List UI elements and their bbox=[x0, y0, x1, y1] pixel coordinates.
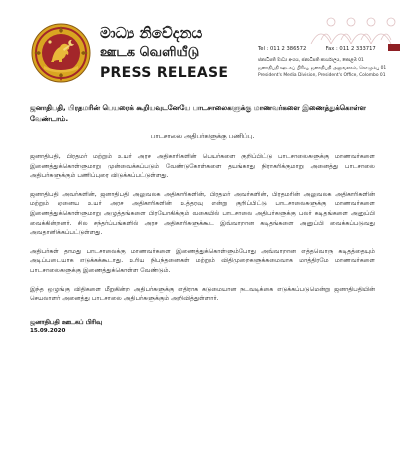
address-tamil: ஜனாதிபதி ஊடகப் பிரிவு, ஜனாதிபதி அலுவலகம், கொழும்பு 01 bbox=[258, 66, 387, 71]
address-sinhala: ජනාධිපති මාධ්‍ය අංශය, ජනාධිපති කාර්යාලය, කොළඹ 01 bbox=[258, 58, 364, 63]
contact-phone-fax bbox=[258, 46, 376, 52]
signoff-division: ஜனாதிபதி ஊடகப் பிரிவு bbox=[30, 318, 102, 326]
accent-bar bbox=[388, 44, 400, 51]
release-heading: ஜனாதிபதி, பிரதமரின் பெயரைக் கூறியவுடனேயே பாடசாலைகளுக்கு மாணவர்களை இணைத்துக்கொள்ள வேண்டாம். bbox=[30, 104, 366, 123]
contact-block bbox=[258, 44, 400, 84]
paragraph-1: ஜனாதிபதி, பிரதமர் மற்றும் உயர் அரச அதிகாரிகளின் பெயர்களை குறிப்பிட்டு பாடசாலைகளுக்கு மாணவர்களை இணைத்துக்கொள்ளுமாறு முன்வைக்கப்படும் வேண்டுகோள்களை தயங்காது நிராகரிக்குமாறு அனைத்து பாடசாலை அதிபர்களுக்கும் பணிப்புரை விடுக்கப்பட்டுள்ளது. bbox=[30, 153, 375, 180]
tel-number: Tel : 011 2 386572 bbox=[258, 46, 307, 52]
state-emblem-logo bbox=[30, 22, 92, 86]
title-tamil: ஊடக வெளியீடு bbox=[100, 45, 200, 60]
release-subheading: பாடசாலை அதிபர்களுக்கு பணிப்பு. bbox=[150, 132, 255, 140]
fax-number: Fax : 011 2 333717 bbox=[325, 46, 376, 52]
decorative-pattern bbox=[306, 10, 400, 48]
release-body bbox=[30, 103, 375, 335]
paragraph-2: ஜனாதிபதி அவர்களின், ஜனாதிபதி அலுவலக அதிகாரிகளின், பிரதமர் அவர்களின், பிரதமரின் அலுவலக அதிகாரிகளின் மற்றும் ஏனைய உயர் அரச அதிகாரிகளின் உத்தரவு என்று குறிப்பிட்டு பாடசாலைகளுக்கு மாணவர்களை இணைத்துக்கொள்ளுமாறு அழுத்தங்களை பிரயோகிக்கும் வகையில் பாடசாலை அதிபர்களுக்கு பலர் கடிதங்களை அனுப்பி வைக்கின்றனர். சில சந்தர்ப்பங்களில் அரச அதிகாரிகளுக்கூட இவ்வாறான கடிதங்களை அனுப்பி வைக்கப்படுவது அவதானிக்கப்பட்டுள்ளது. bbox=[30, 190, 375, 237]
letterhead bbox=[0, 0, 400, 98]
address-english: President's Media Division, President's Office, Colombo 01 bbox=[258, 73, 386, 78]
paragraph-4: இந்த ஒழுங்கு விதிகளை மீறுகின்ற அதிபர்களுக்கு எதிராக கடுமையான நடவடிக்கை எடுக்கப்படுமென்று ஜனாதிபதியின் செயலாளர் அனைத்து பாடசாலை அதிபர்களுக்கும் அறிவித்துள்ளார். bbox=[30, 285, 375, 303]
paragraph-3: அதிபர்கள் தாமது பாடசாலைக்கு மாணவர்களை இணைத்துக்கொள்ளும்போது அவ்வாறான எத்தவொரு கடிதத்தையும் அடிப்படையாக எடுக்கக்கூடாது. உரிய நிபந்தனைகள் மற்றும் விதிமுறைகளுக்கமைவாக மாத்திரமே மாணவர்களை பாடசாலைகளுக்கு இணைத்துக்கொள்ள வேண்டும். bbox=[30, 247, 375, 274]
release-date: 15.09.2020 bbox=[30, 327, 66, 334]
title-english: PRESS RELEASE bbox=[100, 65, 229, 81]
title-sinhala: මාධ්‍ය නිවේදනය bbox=[100, 24, 203, 42]
